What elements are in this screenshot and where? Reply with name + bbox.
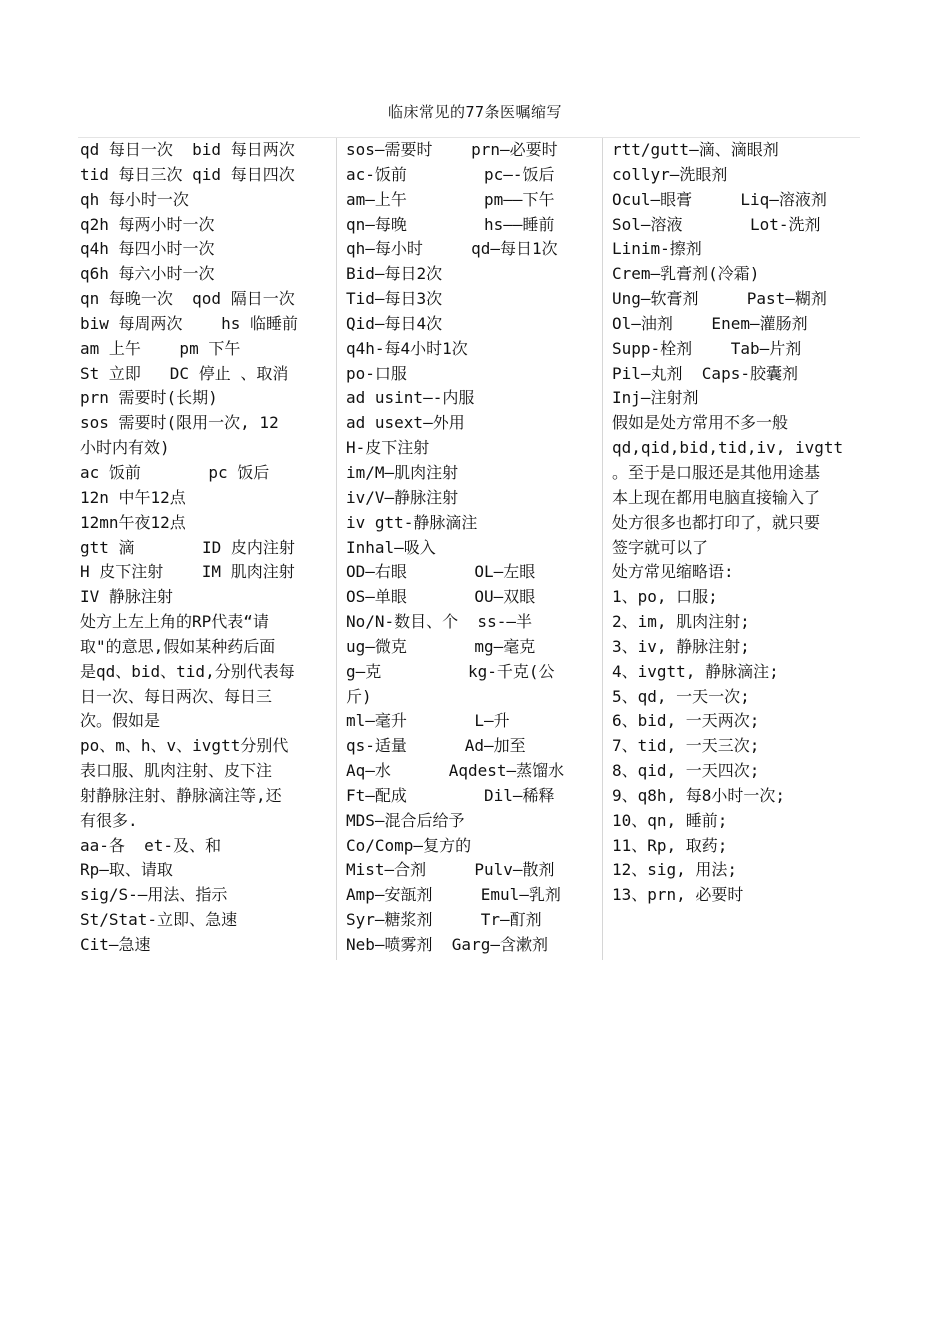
abbreviation-line: q4h 每四小时一次	[80, 239, 215, 259]
abbreviation-column-3	[602, 138, 860, 960]
abbreviation-line: prn 需要时(长期)	[80, 388, 218, 408]
abbreviation-line: rtt/gutt—滴、滴眼剂	[612, 140, 779, 159]
abbreviation-line: 签字就可以了	[612, 537, 709, 557]
abbreviation-line: 10、qn, 睡前;	[612, 810, 728, 830]
abbreviation-line: 2、im, 肌肉注射;	[612, 612, 750, 632]
abbreviation-line: Bid—每日2次	[346, 264, 443, 284]
abbreviation-line: Rp—取、请取	[80, 860, 173, 880]
abbreviation-line: 次。假如是	[80, 711, 161, 731]
abbreviation-line: 。至于是口服还是其他用途基	[612, 462, 821, 482]
abbreviation-line: ac 饭前 pc 饭后	[80, 462, 270, 482]
abbreviation-line: Inj—注射剂	[612, 388, 699, 408]
abbreviation-column-2	[336, 138, 602, 960]
abbreviation-line: sos 需要时(限用一次, 12	[80, 413, 279, 433]
abbreviation-line: Supp-栓剂 Tab—片剂	[612, 338, 802, 358]
abbreviation-line: H-皮下注射	[346, 438, 430, 458]
abbreviation-line: qn—每晚 hs——睡前	[346, 214, 555, 234]
abbreviation-line: Amp—安瓿剂 Emul—乳剂	[346, 885, 561, 905]
abbreviation-line: 射静脉注射、静脉滴注等,还	[80, 785, 282, 805]
abbreviation-line: po、m、h、v、ivgtt分别代	[80, 736, 289, 756]
abbreviation-line: qh 每小时一次	[80, 189, 189, 209]
abbreviation-line: 8、qid, 一天四次;	[612, 761, 760, 781]
abbreviation-line: qs-适量 Ad—加至	[346, 736, 526, 756]
abbreviation-line: Ocul—眼膏 Liq—溶液剂	[612, 189, 827, 209]
abbreviation-line: 9、q8h, 每8小时一次;	[612, 785, 786, 805]
abbreviation-line: 11、Rp, 取药;	[612, 835, 728, 855]
abbreviation-line: Co/Comp—复方的	[346, 835, 472, 855]
abbreviation-line: 表口服、肌肉注射、皮下注	[80, 761, 273, 781]
abbreviation-line: 斤)	[346, 686, 372, 706]
abbreviation-line: sig/S-—用法、指示	[80, 885, 228, 905]
abbreviation-line: qh—每小时 qd—每日1次	[346, 239, 558, 259]
abbreviation-line: Inhal—吸入	[346, 537, 436, 557]
abbreviation-line: Crem—乳膏剂(冷霜)	[612, 264, 760, 284]
abbreviation-line: Tid—每日3次	[346, 289, 443, 309]
abbreviation-line: H 皮下注射 IM 肌肉注射	[80, 562, 295, 582]
abbreviation-line: ug—微克 mg—毫克	[346, 636, 536, 656]
abbreviation-line: sos—需要时 prn—必要时	[346, 140, 558, 159]
abbreviation-line: po-口服	[346, 363, 407, 383]
abbreviation-line: 是qd、bid、tid,分别代表每	[80, 661, 295, 681]
abbreviation-line: aa-各 et-及、和	[80, 835, 222, 855]
abbreviation-line: ad usint—-内服	[346, 388, 475, 408]
abbreviation-line: St/Stat-立即、急速	[80, 910, 238, 930]
abbreviation-line: St 立即 DC 停止 、取消	[80, 363, 289, 383]
abbreviation-line: IV 静脉注射	[80, 587, 173, 607]
abbreviation-line: ac-饭前 pc—-饭后	[346, 164, 555, 184]
abbreviation-column-1	[78, 138, 336, 960]
abbreviation-line: iv gtt-静脉滴注	[346, 512, 478, 532]
abbreviation-line: am—上午 pm——下午	[346, 189, 555, 209]
abbreviation-line: tid 每日三次 qid 每日四次	[80, 164, 295, 184]
abbreviation-line: Ol—油剂 Enem—灌肠剂	[612, 313, 808, 333]
abbreviation-line: Linim-擦剂	[612, 239, 702, 259]
abbreviation-line: q4h-每4小时1次	[346, 338, 468, 358]
abbreviation-line: 12、sig, 用法;	[612, 860, 738, 880]
abbreviation-line: 日一次、每日两次、每日三	[80, 686, 273, 706]
abbreviation-line: im/M—肌肉注射	[346, 462, 459, 482]
abbreviation-line: Neb—喷雾剂 Garg—含漱剂	[346, 935, 548, 954]
abbreviation-line: 处方上左上角的RP代表“请	[80, 612, 269, 632]
abbreviation-line: 1、po, 口服;	[612, 587, 718, 607]
abbreviation-line: Aq—水 Aqdest—蒸馏水	[346, 761, 565, 781]
abbreviation-line: q6h 每六小时一次	[80, 264, 215, 284]
abbreviation-line: 12mn午夜12点	[80, 512, 186, 532]
abbreviation-line: 假如是处方常用不多一般	[612, 413, 789, 433]
abbreviation-line: Ung—软膏剂 Past—糊剂	[612, 289, 827, 309]
abbreviation-line: 3、iv, 静脉注射;	[612, 636, 750, 656]
abbreviation-line: ml—毫升 L—升	[346, 711, 510, 731]
abbreviation-line: iv/V—静脉注射	[346, 487, 459, 507]
abbreviation-line: Syr—糖浆剂 Tr—酊剂	[346, 910, 542, 930]
abbreviation-line: MDS—混合后给予	[346, 810, 465, 830]
abbreviation-line: OS—单眼 OU—双眼	[346, 587, 536, 607]
abbreviation-line: qn 每晚一次 qod 隔日一次	[80, 289, 295, 309]
abbreviation-line: 13、prn, 必要时	[612, 885, 744, 905]
abbreviation-line: 7、tid, 一天三次;	[612, 736, 760, 756]
abbreviation-line: 处方常见缩略语:	[612, 562, 734, 582]
abbreviation-line: qd,qid,bid,tid,iv, ivgtt	[612, 438, 844, 458]
abbreviation-line: q2h 每两小时一次	[80, 214, 215, 234]
abbreviation-line: No/N-数目、个 ss-—半	[346, 612, 532, 632]
abbreviation-line: 取"的意思,假如某种药后面	[80, 636, 276, 656]
abbreviation-line: Mist—合剂 Pulv—散剂	[346, 860, 555, 880]
abbreviation-line: biw 每周两次 hs 临睡前	[80, 313, 298, 333]
abbreviation-line: ad usext—外用	[346, 413, 465, 433]
abbreviation-line: 12n 中午12点	[80, 487, 186, 507]
abbreviation-line: Pil—丸剂 Caps-胶囊剂	[612, 363, 798, 383]
page-title: 临床常见的77条医嘱缩写	[387, 103, 563, 121]
abbreviation-line: 有很多.	[80, 810, 138, 830]
abbreviation-line: g—克 kg-千克(公	[346, 661, 555, 681]
abbreviation-line: 本上现在都用电脑直接输入了	[612, 487, 821, 507]
abbreviation-line: 5、qd, 一天一次;	[612, 686, 750, 706]
abbreviation-line: 处方很多也都打印了，就只要	[612, 512, 821, 532]
abbreviation-line: Qid—每日4次	[346, 313, 443, 333]
abbreviation-line: qd 每日一次 bid 每日两次	[80, 140, 295, 159]
abbreviation-line: am 上午 pm 下午	[80, 338, 241, 358]
abbreviation-line: gtt 滴 ID 皮内注射	[80, 537, 295, 557]
abbreviation-line: 小时内有效)	[80, 438, 170, 458]
abbreviation-line: 4、ivgtt, 静脉滴注;	[612, 661, 779, 681]
abbreviation-line: Ft—配成 Dil—稀释	[346, 785, 555, 805]
abbreviation-line: Cit—急速	[80, 935, 151, 954]
abbreviation-line: OD—右眼 OL—左眼	[346, 562, 536, 582]
abbreviation-line: Sol—溶液 Lot-洗剂	[612, 214, 821, 234]
abbreviation-line: 6、bid, 一天两次;	[612, 711, 760, 731]
abbreviation-line: collyr—洗眼剂	[612, 164, 728, 184]
